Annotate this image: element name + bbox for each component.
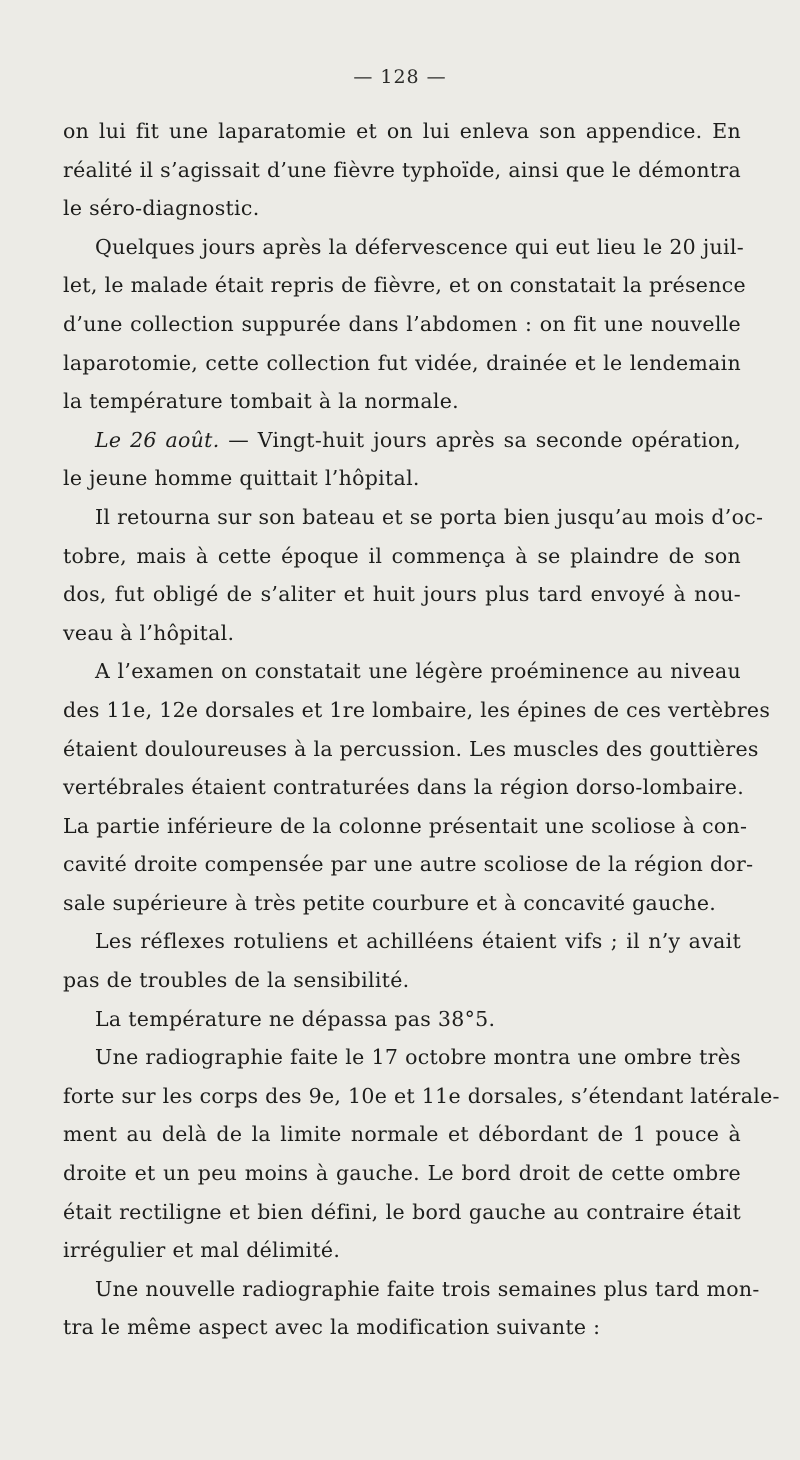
text-line xyxy=(63,421,741,460)
line-text: étaient douloureuses à la percussion. Les muscles des gouttières xyxy=(63,736,759,761)
text-line xyxy=(63,459,741,498)
text-line xyxy=(63,266,746,305)
line-text: tobre, mais à cette époque il commença à se plaindre de son xyxy=(63,543,741,568)
text-line xyxy=(63,305,741,344)
line-text: réalité il s’agissait d’une fièvre typhoïde, ainsi que le démontra xyxy=(63,157,741,182)
text-line xyxy=(63,768,745,807)
line-text: cavité droite compensée par une autre scoliose de la région dor- xyxy=(63,852,754,877)
line-text: Une nouvelle radiographie faite trois semaines plus tard mon- xyxy=(95,1276,760,1301)
line-text: veau à l’hôpital. xyxy=(63,620,235,645)
text-line xyxy=(63,1038,741,1077)
line-text: irrégulier et mal délimité. xyxy=(63,1238,341,1263)
line-text: Une radiographie faite le 17 octobre montra une ombre très xyxy=(95,1045,741,1070)
line-text: laparotomie, cette collection fut vidée, drainée et le lendemain xyxy=(63,350,741,375)
text-line xyxy=(63,382,741,421)
text-line xyxy=(63,845,754,884)
text-line xyxy=(63,961,741,1000)
line-text: La température ne dépassa pas 38°5. xyxy=(95,1006,496,1031)
line-text: le séro-diagnostic. xyxy=(63,196,260,221)
line-text: sale supérieure à très petite courbure et à concavité gauche. xyxy=(63,890,717,915)
text-line xyxy=(63,151,741,190)
line-text: let, le malade était repris de fièvre, et on constatait la présence xyxy=(63,273,746,298)
line-text: était rectiligne et bien défini, le bord gauche au contraire était xyxy=(63,1199,741,1224)
line-text: d’une collection suppurée dans l’abdomen : on fit une nouvelle xyxy=(63,311,741,336)
line-text: vertébrales étaient contraturées dans la région dorso-lombaire. xyxy=(63,775,745,800)
text-line xyxy=(63,1270,760,1309)
line-text: Les réflexes rotuliens et achilléens étaient vifs ; il n’y avait xyxy=(95,929,741,954)
text-line xyxy=(63,575,741,614)
text-line xyxy=(63,189,741,228)
text-line xyxy=(63,730,759,769)
text-line xyxy=(63,537,741,576)
line-text: la température tombait à la normale. xyxy=(63,389,459,414)
text-line xyxy=(63,1115,741,1154)
text-line xyxy=(63,498,764,537)
text-line xyxy=(63,652,741,691)
text-line xyxy=(63,807,748,846)
line-text: le jeune homme quittait l’hôpital. xyxy=(63,466,420,491)
italic-date: Le 26 août. xyxy=(95,427,220,452)
text-line xyxy=(63,112,741,151)
page-number: — 128 — xyxy=(353,66,447,88)
line-text: — Vingt-huit jours après sa seconde opération, xyxy=(219,427,741,452)
text-line xyxy=(63,922,741,961)
text-line xyxy=(63,1077,780,1116)
text-line xyxy=(63,344,741,383)
text-line xyxy=(63,614,741,653)
line-text: droite et un peu moins à gauche. Le bord droit de cette ombre xyxy=(63,1161,741,1186)
line-text: A l’examen on constatait une légère proéminence au niveau xyxy=(95,659,741,684)
body-text xyxy=(63,112,780,1347)
line-text: Il retourna sur son bateau et se porta bien jusqu’au mois d’oc- xyxy=(95,504,764,529)
line-text: pas de troubles de la sensibilité. xyxy=(63,968,410,993)
line-text: tra le même aspect avec la modification suivante : xyxy=(63,1315,601,1340)
line-text: La partie inférieure de la colonne présentait une scoliose à con- xyxy=(63,813,748,838)
text-line xyxy=(63,884,741,923)
text-line xyxy=(63,228,744,267)
line-text: des 11e, 12e dorsales et 1re lombaire, les épines de ces vertèbres xyxy=(63,697,771,722)
text-line xyxy=(63,1193,741,1232)
text-line xyxy=(63,1308,741,1347)
line-text: ment au delà de la limite normale et débordant de 1 pouce à xyxy=(63,1122,741,1147)
line-text: forte sur les corps des 9e, 10e et 11e dorsales, s’étendant latérale- xyxy=(63,1083,780,1108)
line-text: dos, fut obligé de s’aliter et huit jours plus tard envoyé à nou- xyxy=(63,582,741,607)
line-text: on lui fit une laparatomie et on lui enleva son appendice. En xyxy=(63,119,741,143)
text-line xyxy=(63,691,771,730)
text-line xyxy=(63,1000,741,1039)
line-text: Quelques jours après la défervescence qui eut lieu le 20 juil- xyxy=(95,234,744,259)
text-line xyxy=(63,1154,741,1193)
text-line xyxy=(63,1231,741,1270)
